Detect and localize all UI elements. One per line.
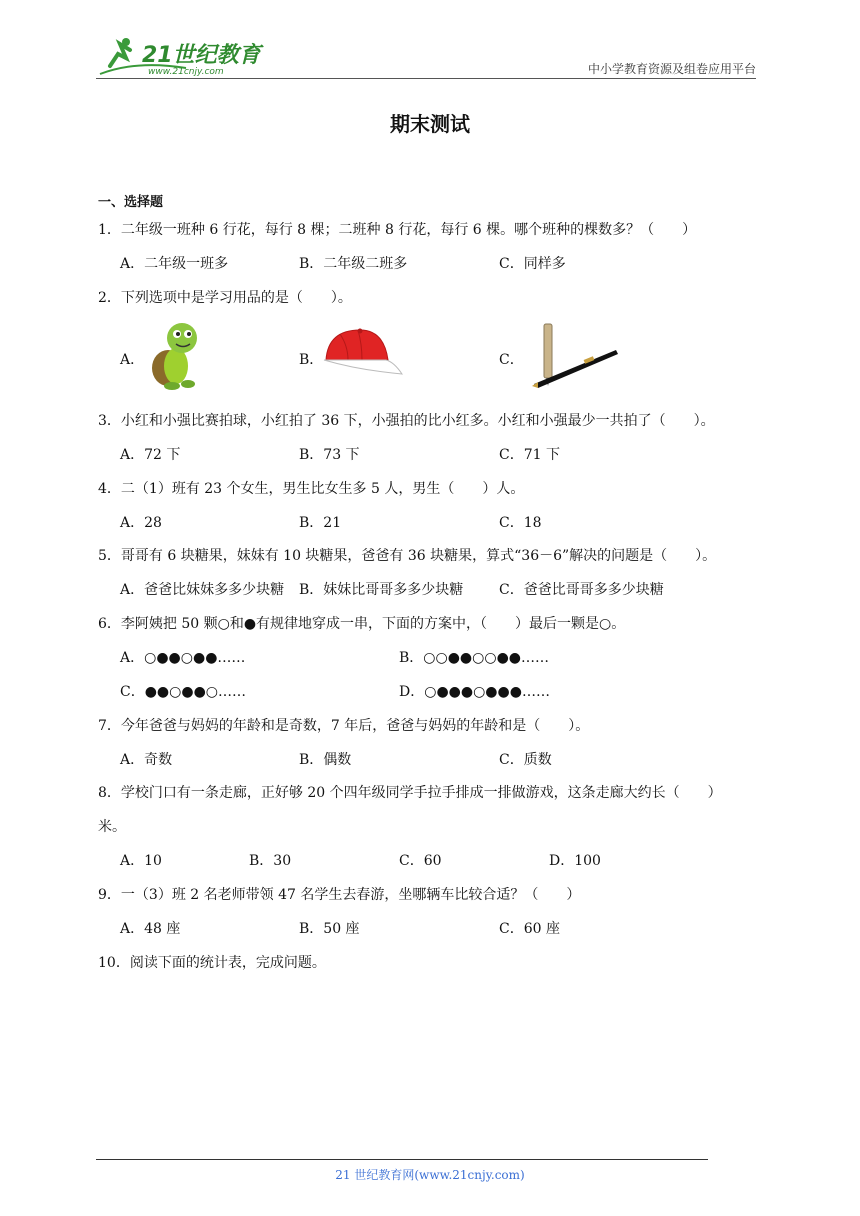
question-10: 10．阅读下面的统计表，完成问题。 — [98, 955, 326, 971]
site-logo — [96, 36, 266, 78]
q7-option-c: C．质数 — [499, 752, 552, 768]
footer-divider — [96, 1159, 708, 1160]
q1-option-b: B．二年级二班多 — [299, 256, 408, 272]
page-title: 期末测试 — [390, 112, 470, 136]
q9-option-b: B．50 座 — [299, 921, 360, 937]
q8-option-a: A．10 — [120, 853, 162, 869]
q5-option-a: A．爸爸比妹妹多多少块糖 — [120, 582, 285, 598]
q4-option-c: C．18 — [499, 515, 542, 531]
q3-option-a: A．72 下 — [120, 447, 181, 463]
q4-option-a: A．28 — [120, 515, 162, 531]
q2-option-c: C． — [499, 352, 524, 368]
question-6: 6．李阿姨把 50 颗○和●有规律地穿成一串，下面的方案中，（ ）最后一颗是○。 — [98, 616, 626, 632]
q7-option-b: B．偶数 — [299, 752, 352, 768]
question-8-continued: 米。 — [98, 819, 126, 835]
question-3: 3．小红和小强比赛拍球，小红拍了 36 下，小强拍的比小红多。小红和小强最少一共拍了（ ）。 — [98, 413, 715, 429]
q8-option-d: D．100 — [549, 853, 601, 869]
question-9: 9．一（3）班 2 名老师带领 47 名学生去春游，坐哪辆车比较合适？（ ） — [98, 887, 581, 903]
q1-option-a: A．二年级一班多 — [120, 256, 229, 272]
q8-option-b: B．30 — [249, 853, 292, 869]
q5-option-c: C．爸爸比哥哥多多少块糖 — [499, 582, 664, 598]
q2-option-a: A． — [120, 352, 145, 368]
question-2: 2．下列选项中是学习用品的是（ ）。 — [98, 290, 352, 306]
q3-option-c: C．71 下 — [499, 447, 560, 463]
section-heading: 一、选择题 — [98, 195, 164, 210]
question-7: 7．今年爸爸与妈妈的年龄和是奇数，7 年后，爸爸与妈妈的年龄和是（ ）。 — [98, 718, 590, 734]
logo-main-text: 21世纪教育 — [142, 43, 261, 68]
footer-link[interactable]: 21 世纪教育网(www.21cnjy.com) — [335, 1168, 525, 1182]
question-1: 1．二年级一班种 6 行花，每行 8 棵；二班种 8 行花，每行 6 棵。哪个班种的棵数多？（ ） — [98, 222, 697, 238]
pen-icon — [524, 318, 624, 396]
q2-option-b: B． — [299, 352, 324, 368]
q1-option-c: C．同样多 — [499, 256, 566, 272]
q7-option-a: A．奇数 — [120, 752, 173, 768]
logo-sub-text: www.21cnjy.com — [148, 67, 224, 77]
logo-runner-icon — [96, 36, 266, 78]
cap-icon — [318, 324, 404, 384]
q9-option-c: C．60 座 — [499, 921, 560, 937]
q8-option-c: C．60 — [399, 853, 442, 869]
question-8: 8．学校门口有一条走廊，正好够 20 个四年级同学手拉手排成一排做游戏，这条走廊大约长（ ） — [98, 785, 722, 801]
q6-option-b: B．○○●●○○●●…… — [399, 650, 550, 666]
question-5: 5．哥哥有 6 块糖果，妹妹有 10 块糖果，爸爸有 36 块糖果，算式“36－6”解决的问题是（ ）。 — [98, 548, 717, 564]
q9-option-a: A．48 座 — [120, 921, 181, 937]
q6-option-c: C．●●○●●○…… — [120, 684, 247, 700]
question-4: 4．二（1）班有 23 个女生，男生比女生多 5 人，男生（ ）人。 — [98, 481, 525, 497]
header-platform-text: 中小学教育资源及组卷应用平台 — [587, 62, 756, 76]
header-divider — [96, 78, 756, 79]
turtle-icon — [146, 320, 208, 396]
q4-option-b: B．21 — [299, 515, 342, 531]
q6-option-a: A．○●●○●●…… — [120, 650, 246, 666]
q6-option-d: D．○●●●○●●●…… — [399, 684, 550, 700]
q3-option-b: B．73 下 — [299, 447, 360, 463]
q5-option-b: B．妹妹比哥哥多多少块糖 — [299, 582, 464, 598]
